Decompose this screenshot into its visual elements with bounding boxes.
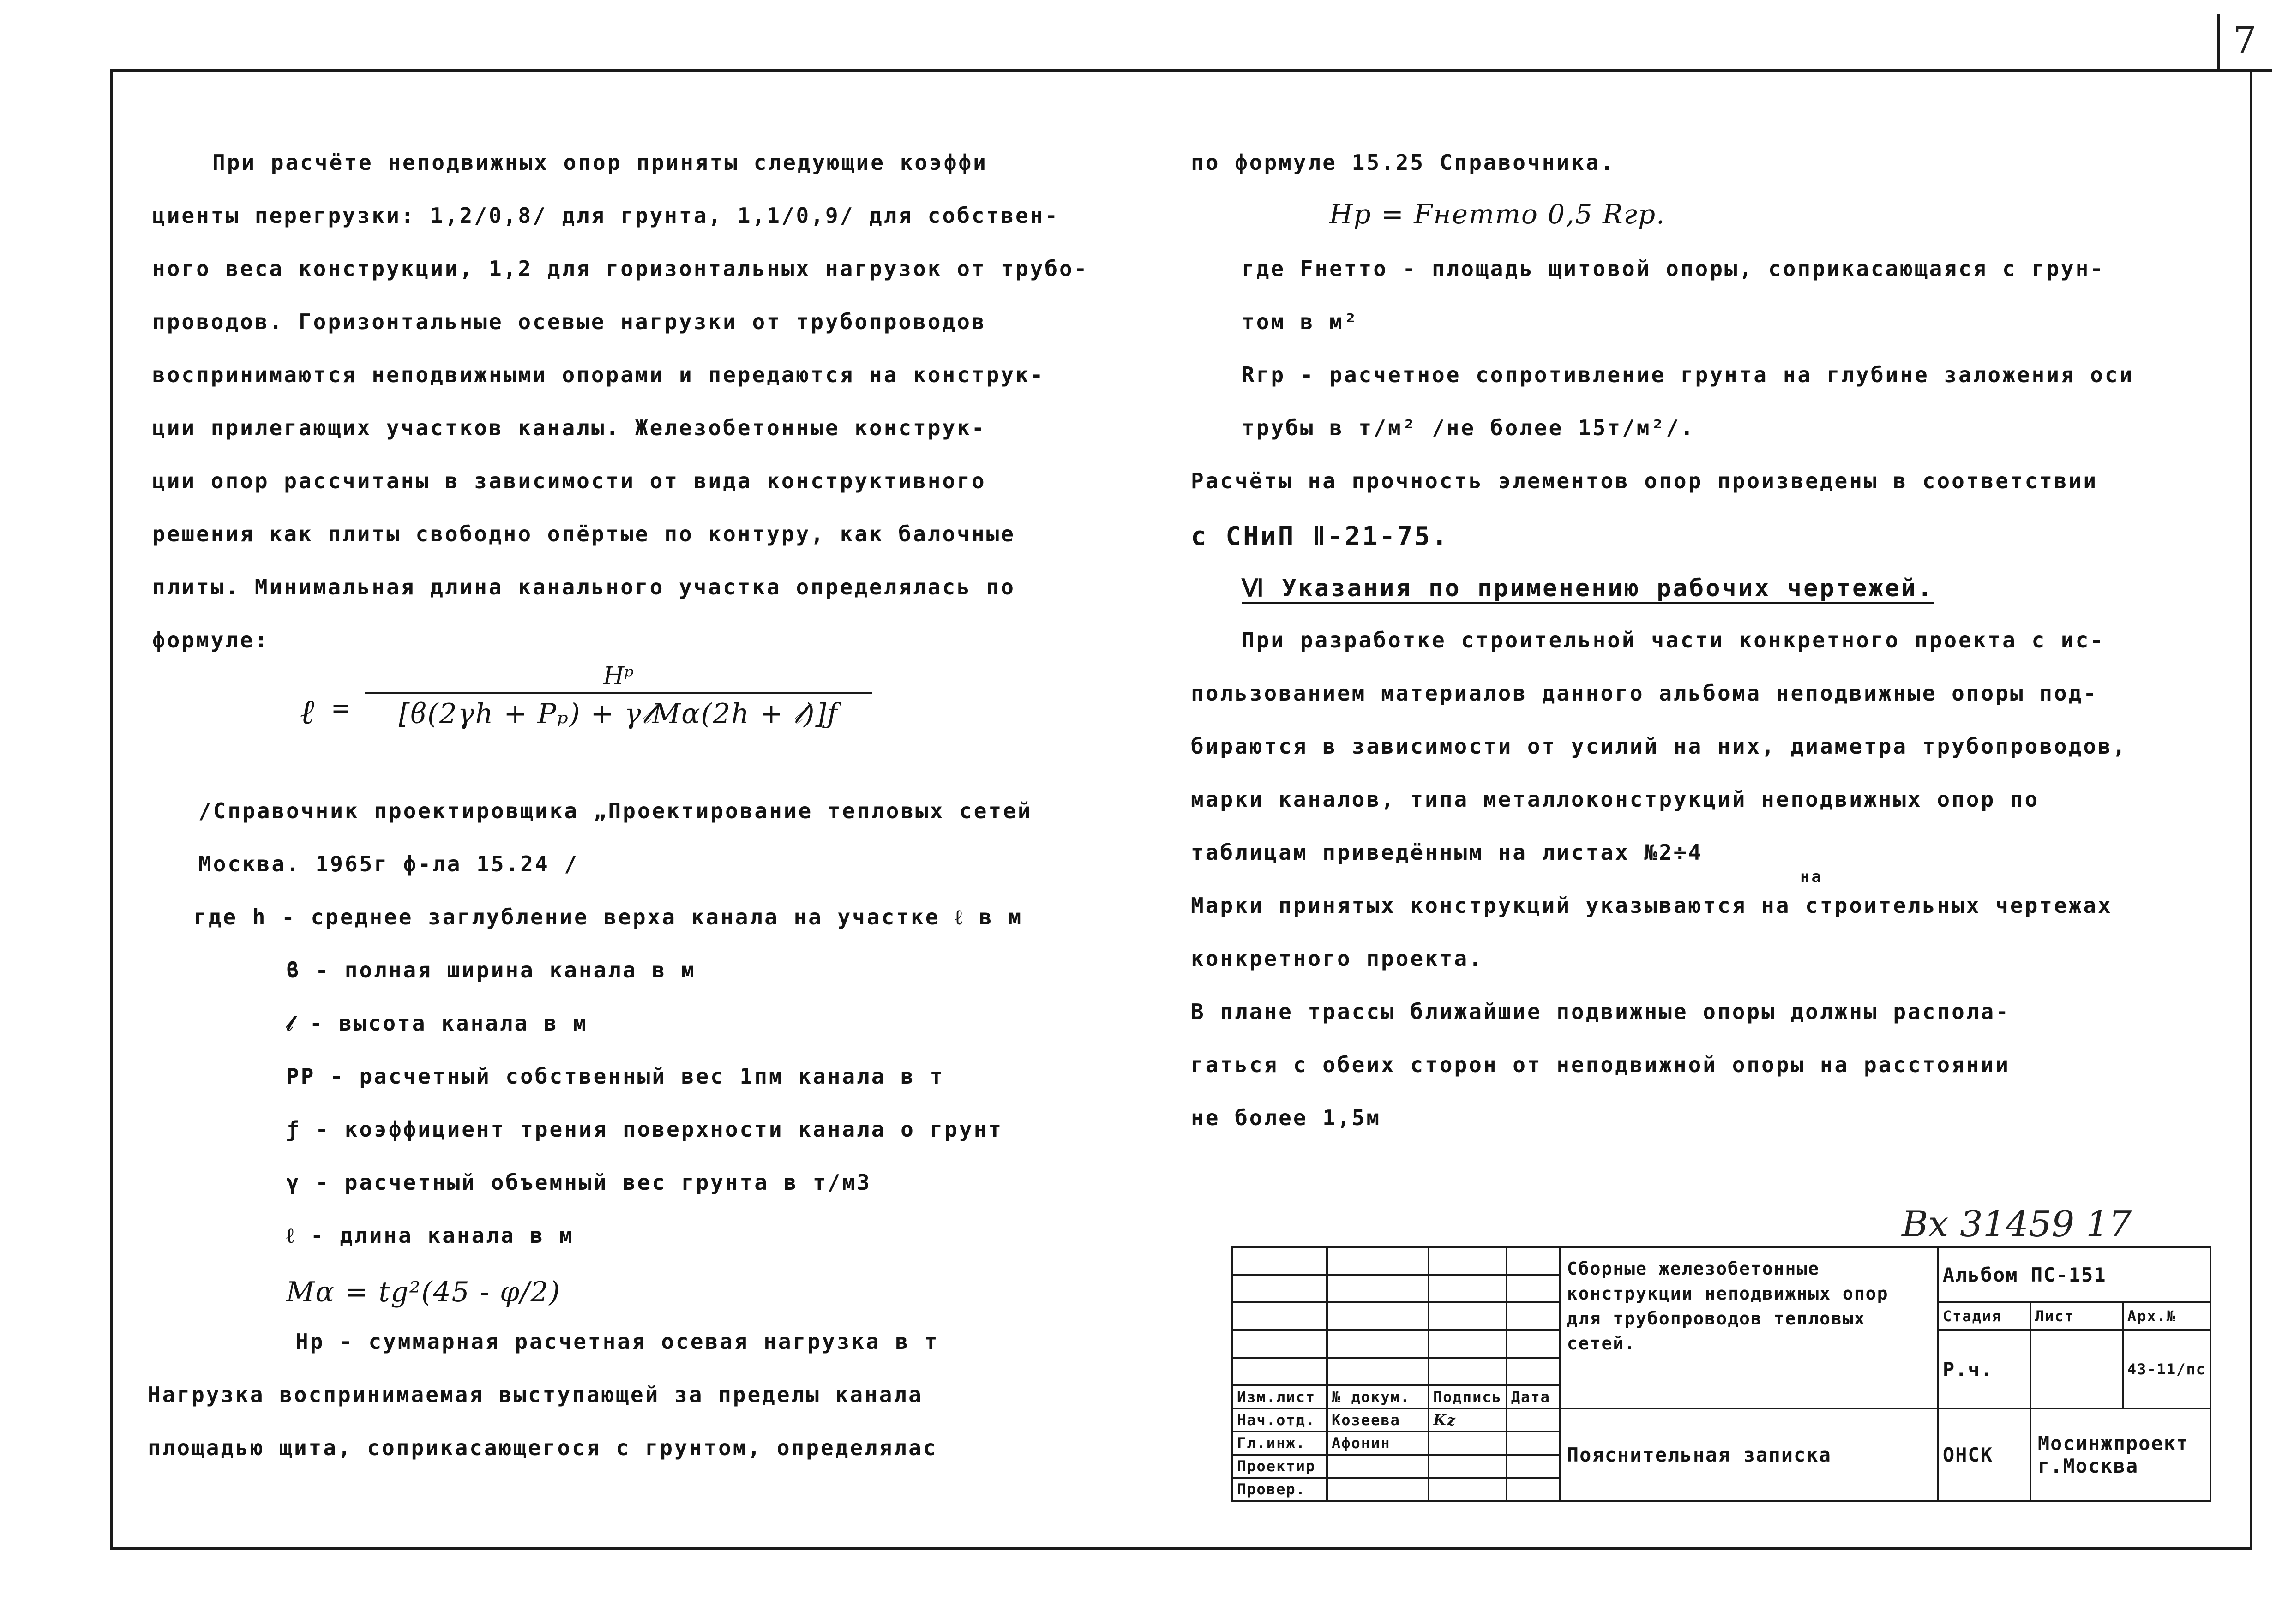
sheet-value [2030,1330,2123,1408]
inserted-word: на [1800,868,1823,886]
right-line: Rгр - расчетное сопротивление грунта на глубине заложения оси [1242,362,2134,387]
definition-line: PP - расчетный собственный вес 1пм канала в т [286,1064,945,1089]
definition-line: ƒ - коэффициент трения поверхности канала о грунт [286,1117,1003,1142]
right-line: Расчёты на прочность элементов опор произведены в соответствии [1191,468,2098,493]
left-line: ного веса конструкции, 1,2 для горизонтальных нагрузок от трубо- [152,256,1089,281]
right-line: Hр = Fнетто 0,5 Rгр. [1329,198,1666,230]
role-name: Афонин [1327,1432,1429,1455]
left-line: ции опор рассчитаны в зависимости от вида конструктивного [152,468,986,493]
date-header: Дата [1507,1385,1560,1408]
doc-header: № докум. [1327,1385,1429,1408]
left-tail-line: площадью щита, соприкасающегося с грунтом, определялас [148,1435,938,1460]
signature-header: Подпись [1429,1385,1507,1408]
left-line: циенты перегрузки: 1,2/0,8/ для грунта, 1,1/0,9/ для собствен- [152,203,1060,228]
formula-denominator: [ϐ(2γh + Pₚ) + γ𝓁Mα(2h + 𝓁)]ƒ [398,698,839,730]
definition-line: γ - расчетный объемный вес грунта в т/м3 [286,1170,871,1195]
album-code: Альбом ПС-151 [1938,1247,2210,1302]
right-line: конкретного проекта. [1191,946,1483,971]
right-line: При разработке строительной части конкретного проекта с ис- [1242,628,2105,653]
role-name: Козеева [1327,1408,1429,1432]
sheet-header: Лист [2030,1302,2123,1330]
definition-line: Hр - суммарная расчетная осевая нагрузка в т [295,1329,939,1354]
left-line: воспринимаются неподвижными опорами и передаются на конструк- [152,362,1045,387]
title-block [1231,1246,2211,1502]
right-line: не более 1,5м [1191,1105,1381,1130]
right-line: по формуле 15.25 Справочника. [1191,150,1615,175]
left-line: проводов. Горизонтальные осевые нагрузки от трубопроводов [152,309,986,334]
left-line: формуле: [152,628,270,653]
right-line: трубы в т/м² /не более 15т/м²/. [1242,415,1695,440]
right-line: Марки принятых конструкций указываются на строительных чертежах [1191,893,2113,918]
right-line: с СНиП Ⅱ-21-75. [1191,521,1449,551]
definition-line: ϐ - полная ширина канала в м [286,958,696,983]
formula-lhs: ℓ [300,692,314,732]
left-tail-line: Нагрузка воспринимаемая выступающей за пределы канала [148,1382,923,1407]
stage-header: Стадия [1938,1302,2030,1330]
role-label: Гл.инж. [1232,1432,1327,1455]
signature: Kz [1429,1408,1507,1432]
right-line: бираются в зависимости от усилий на них, диаметра трубопроводов, [1191,734,2127,759]
left-line: При расчёте неподвижных опор приняты следующие коэффи [212,150,988,175]
project-title: Сборные железобетонные конструкции неподвижных опор для трубопроводов тепловых сетей. [1560,1247,1938,1408]
right-line: таблицам приведённым на листах №2÷4 [1191,840,1703,865]
left-line: ции прилегающих участков каналы. Железобетонные конструк- [152,415,986,440]
definition-line: 𝓁 - высота канала в м [286,1011,588,1036]
right-line: том в м² [1242,309,1359,334]
right-line: марки каналов, типа металлоконструкций неподвижных опор по [1191,787,2040,812]
role-label: Провер. [1232,1478,1327,1501]
formula-numerator: Hᵖ [603,662,634,690]
definition-line: где h - среднее заглубление верха канала на участке ℓ в м [194,905,1023,929]
change-header: Изм.лист [1232,1385,1327,1408]
archive-number: Вх 31459 17 [1902,1204,2132,1245]
definition-line: ℓ - длина канала в м [286,1223,574,1248]
section-heading: Ⅵ Указания по применению рабочих чертежей. [1242,575,1934,602]
left-line: решения как плиты свободно опёртые по контуру, как балочные [152,521,1015,546]
role-label: Нач.отд. [1232,1408,1327,1432]
sheet-title: Пояснительная записка [1560,1408,1938,1501]
left-line: плиты. Минимальная длина канального участка определялась по [152,575,1015,599]
stage-value: Р.ч. [1938,1330,2030,1408]
right-line: где Fнетто - площадь щитовой опоры, соприкасающаяся с грун- [1242,256,2105,281]
formula-fraction [365,662,872,730]
archive-value: 43-11/пс [2123,1330,2210,1408]
reference-line: /Справочник проектировщика „Проектирование тепловых сетей [198,798,1033,823]
right-line: В плане трассы ближайшие подвижные опоры должны распола- [1191,999,2010,1024]
department: ОНСК [1938,1408,2030,1501]
role-label: Проектир [1232,1455,1327,1478]
organization: Мосинжпроект г.Москва [2030,1408,2210,1501]
fraction-bar [365,692,872,694]
definition-line: Mα = tg²(45 - φ/2) [286,1276,561,1308]
right-line: гаться с обеих сторон от неподвижной опоры на расстоянии [1191,1052,2010,1077]
archive-header: Арх.№ [2123,1302,2210,1330]
right-line: пользованием материалов данного альбома неподвижные опоры под- [1191,681,2098,706]
reference-line: Москва. 1965г ф-ла 15.24 / [198,851,579,876]
formula-equals: = [332,692,349,725]
page-number: 7 [2233,18,2257,61]
